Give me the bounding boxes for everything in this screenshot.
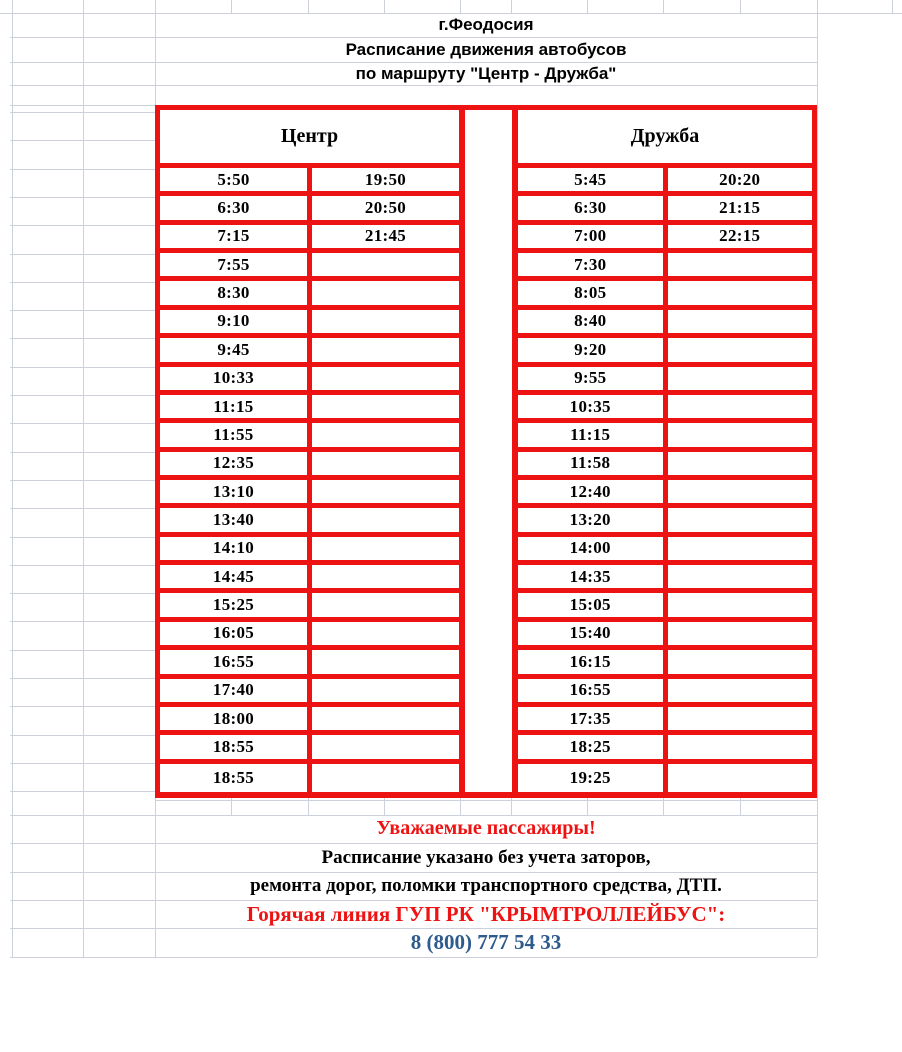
gridline — [10, 169, 155, 170]
gridline — [10, 957, 817, 958]
time-cell — [668, 367, 813, 390]
time-cell — [312, 310, 459, 333]
schedule-row — [518, 508, 812, 536]
time-cell — [668, 338, 813, 361]
gridline — [587, 0, 588, 13]
column-header-druzhba: Дружба — [518, 110, 812, 168]
gridline — [155, 0, 156, 13]
time-cell: 8:40 — [518, 310, 668, 333]
schedule-row — [160, 508, 459, 536]
time-cell: 19:50 — [364, 169, 407, 189]
schedule-row — [518, 480, 812, 508]
schedule-row — [160, 395, 459, 423]
gridline — [10, 565, 155, 566]
gridline — [10, 85, 817, 86]
time-cell: 14:45 — [160, 565, 312, 588]
gridline — [155, 800, 817, 801]
gridline — [384, 0, 385, 13]
gridline — [10, 621, 155, 622]
schedule-row — [518, 253, 812, 281]
time-cell: 20:50 — [364, 198, 407, 218]
time-cell: 12:40 — [518, 480, 668, 503]
gridline — [10, 254, 155, 255]
gridline — [663, 0, 664, 13]
time-cell: 18:55 — [160, 764, 312, 792]
gridline — [817, 0, 818, 13]
gridline — [308, 0, 309, 13]
schedule-row — [160, 480, 459, 508]
gridline — [10, 197, 155, 198]
gridline — [511, 0, 512, 13]
schedule-row — [518, 565, 812, 593]
time-cell — [312, 423, 459, 446]
schedule-row — [160, 735, 459, 763]
time-cell — [668, 423, 813, 446]
time-cell: 15:40 — [518, 622, 668, 645]
gridline — [10, 367, 155, 368]
time-cell: 10:33 — [160, 367, 312, 390]
time-cell: 16:05 — [160, 622, 312, 645]
time-cell — [312, 480, 459, 503]
time-cell: 21:45 — [364, 226, 407, 246]
time-cell: 11:55 — [160, 423, 312, 446]
time-cell: 7:30 — [518, 253, 668, 276]
time-cell: 17:35 — [518, 707, 668, 730]
time-cell — [312, 395, 459, 418]
time-cell: 18:00 — [160, 707, 312, 730]
time-cell: 10:35 — [518, 395, 668, 418]
schedule-row — [160, 565, 459, 593]
time-cell: 14:10 — [160, 537, 312, 560]
time-cell — [668, 253, 813, 276]
time-cell — [668, 281, 813, 304]
schedule-row — [160, 423, 459, 451]
time-cell — [312, 452, 459, 475]
time-cell — [312, 508, 459, 531]
schedule-row — [160, 537, 459, 565]
time-cell — [312, 679, 459, 702]
time-cell — [668, 395, 813, 418]
gridline — [10, 282, 155, 283]
gridline — [10, 105, 155, 106]
schedule-row — [518, 225, 812, 253]
schedule-title: Расписание движения автобусов — [345, 39, 627, 59]
time-cell: 7:00 — [518, 225, 668, 248]
time-cell — [312, 338, 459, 361]
time-cell: 13:40 — [160, 508, 312, 531]
schedule-row — [518, 764, 812, 792]
time-cell: 18:25 — [518, 735, 668, 758]
gridline — [10, 140, 155, 141]
time-cell: 9:45 — [160, 338, 312, 361]
time-cell: 16:55 — [160, 650, 312, 673]
time-cell: 9:20 — [518, 338, 668, 361]
schedule-row — [518, 338, 812, 366]
schedule-row — [518, 168, 812, 196]
gridline — [817, 13, 818, 957]
time-cell — [312, 281, 459, 304]
time-cell — [668, 764, 813, 792]
time-cell — [312, 367, 459, 390]
gridline — [460, 0, 461, 13]
schedule-row — [518, 423, 812, 451]
gridline — [10, 452, 155, 453]
time-cell: 14:35 — [518, 565, 668, 588]
gridline — [10, 423, 155, 424]
schedule-row — [160, 707, 459, 735]
time-cell: 12:35 — [160, 452, 312, 475]
time-cell — [312, 565, 459, 588]
gridline — [10, 310, 155, 311]
time-cell — [668, 508, 813, 531]
time-cell: 22:15 — [719, 226, 761, 246]
schedule-row — [518, 537, 812, 565]
hotline-label: Горячая линия ГУП РК "КРЫМТРОЛЛЕЙБУС": — [246, 901, 726, 926]
time-cell: 14:00 — [518, 537, 668, 560]
passengers-notice-title: Уважаемые пассажиры! — [376, 816, 596, 839]
time-cell: 15:25 — [160, 593, 312, 616]
time-cell: 8:05 — [518, 281, 668, 304]
gridline — [10, 735, 155, 736]
time-cell — [312, 253, 459, 276]
schedule-row — [518, 196, 812, 224]
time-cell: 8:30 — [160, 281, 312, 304]
gridline — [10, 593, 155, 594]
time-cell — [668, 480, 813, 503]
schedule-row — [518, 622, 812, 650]
schedule-row — [160, 196, 459, 224]
schedule-row — [518, 679, 812, 707]
time-cell — [312, 735, 459, 758]
time-cell: 18:55 — [160, 735, 312, 758]
schedule-row — [518, 310, 812, 338]
gridline — [10, 650, 155, 651]
schedule-row — [160, 225, 459, 253]
gridline — [12, 0, 13, 13]
time-cell: 7:55 — [160, 253, 312, 276]
time-cell — [668, 565, 813, 588]
time-cell: 16:15 — [518, 650, 668, 673]
time-cell: 6:30 — [518, 196, 668, 219]
time-cell — [668, 310, 813, 333]
schedule-row — [518, 593, 812, 621]
route-subtitle: по маршруту "Центр - Дружба" — [355, 63, 617, 83]
time-cell: 17:40 — [160, 679, 312, 702]
time-cell: 13:20 — [518, 508, 668, 531]
time-cell: 11:58 — [518, 452, 668, 475]
schedule-row — [518, 452, 812, 480]
time-cell: 21:15 — [719, 198, 761, 218]
schedule-row — [160, 650, 459, 678]
schedule-row — [160, 338, 459, 366]
time-cell — [668, 593, 813, 616]
schedule-row — [518, 395, 812, 423]
time-cell — [312, 650, 459, 673]
time-cell: 7:15 — [160, 225, 312, 248]
gridline — [740, 0, 741, 13]
timetable — [155, 105, 817, 798]
timetable-block-center — [155, 110, 465, 792]
schedule-row — [160, 310, 459, 338]
time-cell: 20:20 — [719, 169, 761, 189]
time-cell — [312, 537, 459, 560]
times-center — [160, 168, 459, 792]
schedule-row — [160, 168, 459, 196]
time-cell — [312, 707, 459, 730]
city-title: г.Феодосия — [438, 15, 534, 34]
gridline — [10, 480, 155, 481]
hotline-phone-number: 8 (800) 777 54 33 — [410, 930, 562, 954]
gridline — [10, 338, 155, 339]
schedule-row — [518, 367, 812, 395]
gridline — [10, 112, 155, 113]
gridline — [10, 508, 155, 509]
time-cell — [668, 735, 813, 758]
time-cell — [668, 622, 813, 645]
time-cell: 11:15 — [518, 423, 668, 446]
time-cell — [312, 764, 459, 792]
schedule-row — [160, 764, 459, 792]
table-gap-spacer — [465, 110, 512, 792]
timetable-block-druzhba — [512, 110, 817, 792]
time-cell — [668, 679, 813, 702]
gridline — [10, 225, 155, 226]
schedule-row — [160, 679, 459, 707]
gridline — [10, 678, 155, 679]
time-cell — [668, 452, 813, 475]
gridline — [10, 706, 155, 707]
schedule-row — [160, 452, 459, 480]
time-cell — [312, 593, 459, 616]
gridline — [231, 0, 232, 13]
schedule-row — [160, 593, 459, 621]
schedule-row — [518, 735, 812, 763]
time-cell: 9:55 — [518, 367, 668, 390]
schedule-row — [518, 650, 812, 678]
notice-line-1: Расписание указано без учета заторов, — [321, 846, 651, 868]
schedule-row — [518, 281, 812, 309]
time-cell: 16:55 — [518, 679, 668, 702]
column-header-center: Центр — [160, 110, 459, 168]
schedule-row — [160, 367, 459, 395]
gridline — [10, 537, 155, 538]
gridline — [10, 395, 155, 396]
time-cell: 13:10 — [160, 480, 312, 503]
notice-line-2: ремонта дорог, поломки транспортного средства, ДТП. — [250, 875, 722, 896]
time-cell: 5:45 — [518, 168, 668, 191]
gridline — [10, 763, 155, 764]
time-cell: 19:25 — [518, 764, 668, 792]
schedule-row — [160, 253, 459, 281]
time-cell — [668, 650, 813, 673]
time-cell — [312, 622, 459, 645]
time-cell: 6:30 — [160, 196, 312, 219]
times-druzhba — [518, 168, 812, 792]
schedule-row — [160, 281, 459, 309]
schedule-row — [518, 707, 812, 735]
time-cell: 5:50 — [160, 168, 312, 191]
time-cell: 9:10 — [160, 310, 312, 333]
time-cell: 11:15 — [160, 395, 312, 418]
time-cell — [668, 537, 813, 560]
gridline — [10, 791, 155, 792]
time-cell: 15:05 — [518, 593, 668, 616]
gridline — [83, 0, 84, 13]
gridline — [892, 0, 893, 13]
schedule-row — [160, 622, 459, 650]
time-cell — [668, 707, 813, 730]
